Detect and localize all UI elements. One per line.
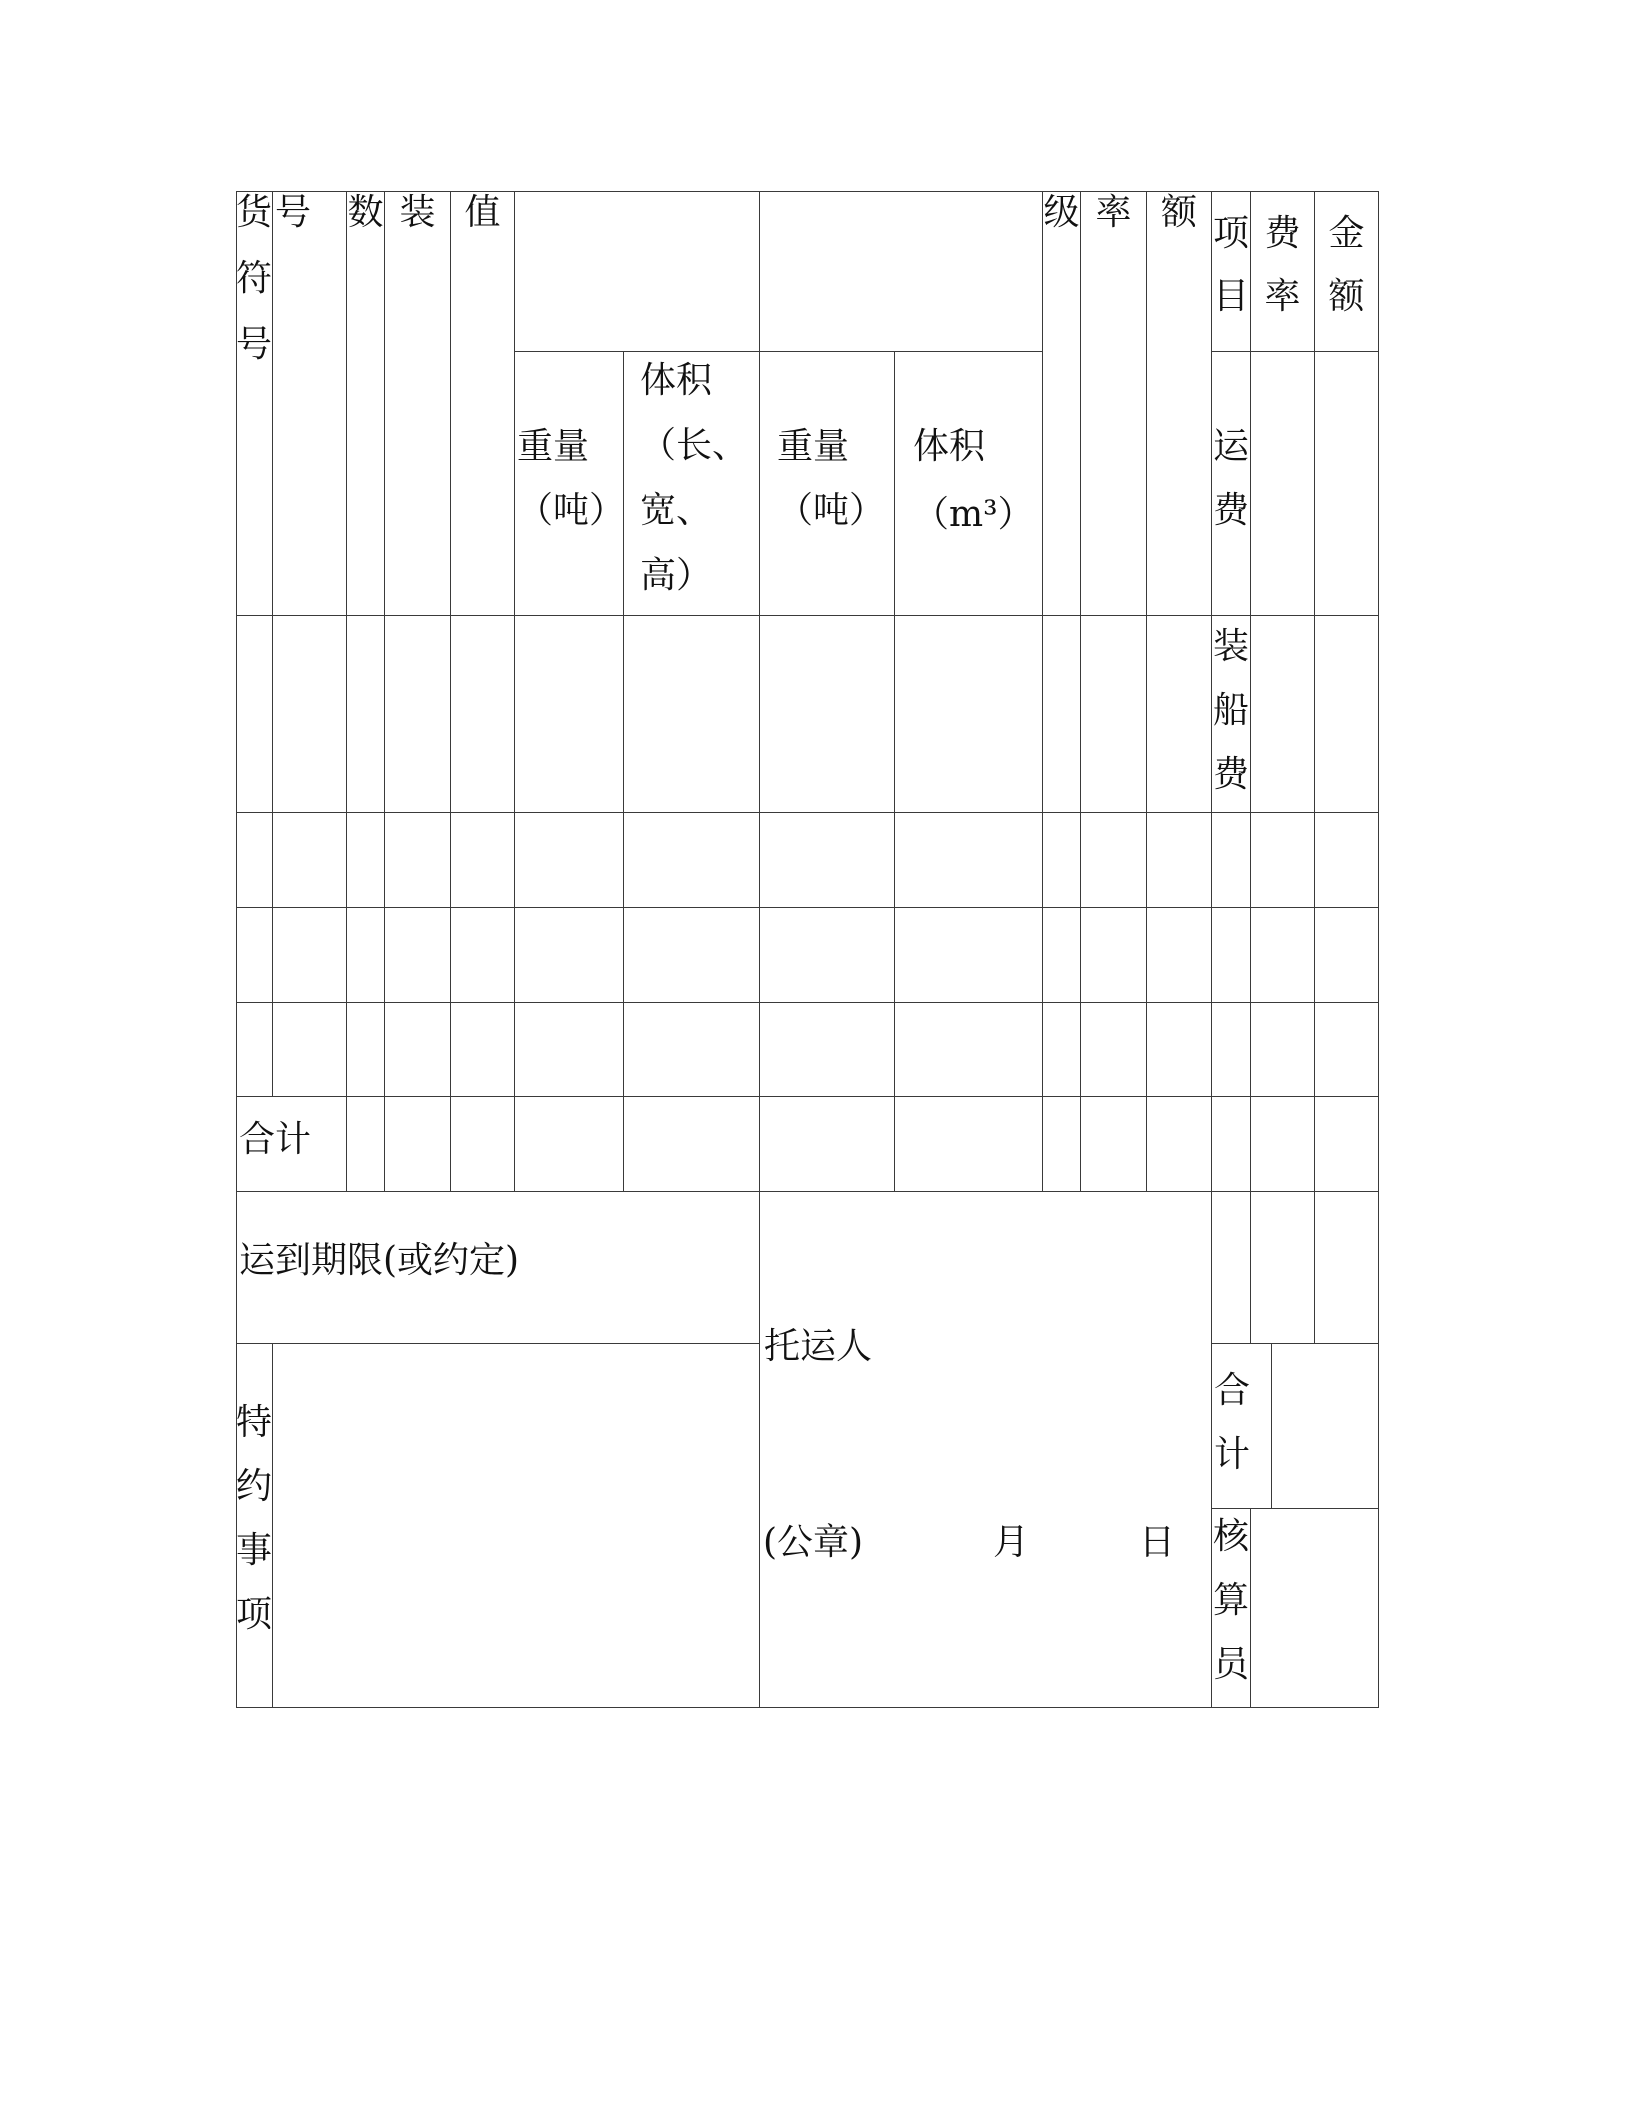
consignment-form-table <box>236 191 1379 1708</box>
special-terms-label: 特约事项 <box>236 1402 273 1635</box>
row-2-amount-cell <box>1147 813 1212 908</box>
row-2-grade-cell <box>1043 813 1081 908</box>
row-2-fee-item-cell <box>1212 813 1251 908</box>
special-terms-content-cell <box>273 1344 760 1708</box>
row-4-packing-cell <box>385 1003 451 1097</box>
header-cargo-mark-cell <box>236 191 273 616</box>
row-4-number-cell <box>273 1003 347 1097</box>
accountant-value-cell <box>1251 1509 1379 1708</box>
footer-fee-amount-cell <box>1315 1192 1379 1344</box>
fee-total-value-cell <box>1272 1344 1379 1509</box>
fee-loading-rate-cell <box>1251 616 1315 813</box>
fee-freight-amount-cell <box>1315 352 1379 616</box>
header-number: 号 <box>275 192 312 233</box>
day-label: 日 <box>1139 1522 1176 1563</box>
row-2-assessed-volume-cell <box>895 813 1043 908</box>
row-3-count-cell <box>347 908 385 1003</box>
row-4-grade-cell <box>1043 1003 1081 1097</box>
fee-freight-rate-cell <box>1251 352 1315 616</box>
row-4-amount-cell <box>1147 1003 1212 1097</box>
row-2-assessed-weight-cell <box>760 813 895 908</box>
row-4-value-cell <box>451 1003 515 1097</box>
delivery-deadline-label: 运到期限(或约定) <box>239 1240 520 1281</box>
row-2-value-cell <box>451 813 515 908</box>
shipper-cell <box>760 1192 1212 1708</box>
shipper-label: 托运人 <box>764 1326 873 1367</box>
row-4-count-cell <box>347 1003 385 1097</box>
summary-grade-cell <box>1043 1097 1081 1192</box>
fee-item-freight: 运费 <box>1213 426 1250 531</box>
row-3-packing-cell <box>385 908 451 1003</box>
row-4-rate-cell <box>1081 1003 1147 1097</box>
seal-label: (公章) <box>763 1522 864 1563</box>
row-3-declared-volume-cell <box>624 908 760 1003</box>
header-amount-cell <box>1147 191 1212 616</box>
row-2-count-cell <box>347 813 385 908</box>
row-3-fee-item-cell <box>1212 908 1251 1003</box>
row-1-rate-cell <box>1081 616 1147 813</box>
row-4-fee-rate-cell <box>1251 1003 1315 1097</box>
row-3-number-cell <box>273 908 347 1003</box>
summary-declared-weight-cell <box>515 1097 624 1192</box>
header-grade: 级 <box>1043 192 1080 233</box>
row-3-assessed-volume-cell <box>895 908 1043 1003</box>
header-number-cell <box>273 191 347 616</box>
row-1-packing-cell <box>385 616 451 813</box>
row-2-mark-cell <box>236 813 273 908</box>
row-1-declared-volume-cell <box>624 616 760 813</box>
declared-group-header-cell <box>515 191 760 352</box>
row-3-mark-cell <box>236 908 273 1003</box>
assessed-volume-header-cell <box>895 352 1043 616</box>
row-1-amount-cell <box>1147 616 1212 813</box>
special-terms-label-cell <box>236 1344 273 1708</box>
row-2-fee-rate-cell <box>1251 813 1315 908</box>
row-2-packing-cell <box>385 813 451 908</box>
summary-fee-item-cell <box>1212 1097 1251 1192</box>
summary-total-label: 合计 <box>239 1119 312 1160</box>
row-2-declared-volume-cell <box>624 813 760 908</box>
summary-count-cell <box>347 1097 385 1192</box>
header-cargo-mark: 货符号 <box>236 192 273 365</box>
row-3-declared-weight-cell <box>515 908 624 1003</box>
header-grade-cell <box>1043 191 1081 616</box>
summary-fee-amount-cell <box>1315 1097 1379 1192</box>
row-4-fee-item-cell <box>1212 1003 1251 1097</box>
declared-volume-header-cell <box>624 352 760 616</box>
row-4-assessed-weight-cell <box>760 1003 895 1097</box>
header-value: 值 <box>464 192 501 233</box>
assessed-group-header-cell <box>760 191 1043 352</box>
header-count-cell <box>347 191 385 616</box>
fee-rate-header: 费率 <box>1264 213 1301 317</box>
header-rate: 率 <box>1095 192 1132 233</box>
summary-rate-cell <box>1081 1097 1147 1192</box>
header-count: 数 <box>347 192 384 233</box>
footer-fee-item-cell <box>1212 1192 1251 1344</box>
declared-volume-header: 体积 （长、 宽、 高） <box>640 360 749 596</box>
summary-packing-cell <box>385 1097 451 1192</box>
fee-item-loading: 装船费 <box>1213 626 1250 795</box>
row-1-assessed-volume-cell <box>895 616 1043 813</box>
summary-value-cell <box>451 1097 515 1192</box>
summary-fee-rate-cell <box>1251 1097 1315 1192</box>
assessed-weight-header: 重量 （吨） <box>777 426 886 531</box>
fee-item-freight-cell <box>1212 352 1251 616</box>
delivery-deadline-cell <box>236 1192 760 1344</box>
row-1-count-cell <box>347 616 385 813</box>
footer-fee-rate-cell <box>1251 1192 1315 1344</box>
row-3-assessed-weight-cell <box>760 908 895 1003</box>
row-3-rate-cell <box>1081 908 1147 1003</box>
fee-item-header: 项目 <box>1213 213 1250 317</box>
summary-amount-cell <box>1147 1097 1212 1192</box>
summary-declared-volume-cell <box>624 1097 760 1192</box>
accountant-label-cell <box>1212 1509 1251 1708</box>
row-2-declared-weight-cell <box>515 813 624 908</box>
row-4-declared-volume-cell <box>624 1003 760 1097</box>
fee-total-label-cell <box>1212 1344 1272 1509</box>
row-4-declared-weight-cell <box>515 1003 624 1097</box>
header-value-cell <box>451 191 515 616</box>
summary-assessed-weight-cell <box>760 1097 895 1192</box>
assessed-volume-header: 体积 （m³） <box>913 426 1034 535</box>
row-1-declared-weight-cell <box>515 616 624 813</box>
header-packing-cell <box>385 191 451 616</box>
declared-weight-header-cell <box>515 352 624 616</box>
row-2-fee-amount-cell <box>1315 813 1379 908</box>
header-packing: 装 <box>399 192 436 233</box>
summary-total-label-cell <box>236 1097 347 1192</box>
month-label: 月 <box>993 1522 1030 1563</box>
row-3-fee-amount-cell <box>1315 908 1379 1003</box>
row-4-assessed-volume-cell <box>895 1003 1043 1097</box>
declared-weight-header: 重量 （吨） <box>517 426 626 531</box>
row-4-mark-cell <box>236 1003 273 1097</box>
fee-amount-header-cell <box>1315 191 1379 352</box>
row-1-grade-cell <box>1043 616 1081 813</box>
fee-loading-amount-cell <box>1315 616 1379 813</box>
row-2-rate-cell <box>1081 813 1147 908</box>
row-3-grade-cell <box>1043 908 1081 1003</box>
fee-total-label: 合计 <box>1214 1370 1251 1475</box>
row-1-assessed-weight-cell <box>760 616 895 813</box>
row-4-fee-amount-cell <box>1315 1003 1379 1097</box>
row-3-amount-cell <box>1147 908 1212 1003</box>
row-3-fee-rate-cell <box>1251 908 1315 1003</box>
row-1-value-cell <box>451 616 515 813</box>
row-3-value-cell <box>451 908 515 1003</box>
header-amount: 额 <box>1160 192 1197 233</box>
header-rate-cell <box>1081 191 1147 616</box>
fee-rate-header-cell <box>1251 191 1315 352</box>
fee-amount-header: 金额 <box>1328 213 1365 317</box>
row-2-number-cell <box>273 813 347 908</box>
summary-assessed-volume-cell <box>895 1097 1043 1192</box>
fee-item-header-cell <box>1212 191 1251 352</box>
accountant-label: 核算员 <box>1213 1516 1250 1685</box>
row-1-mark-cell <box>236 616 273 813</box>
fee-item-loading-cell <box>1212 616 1251 813</box>
assessed-weight-header-cell <box>760 352 895 616</box>
row-1-number-cell <box>273 616 347 813</box>
